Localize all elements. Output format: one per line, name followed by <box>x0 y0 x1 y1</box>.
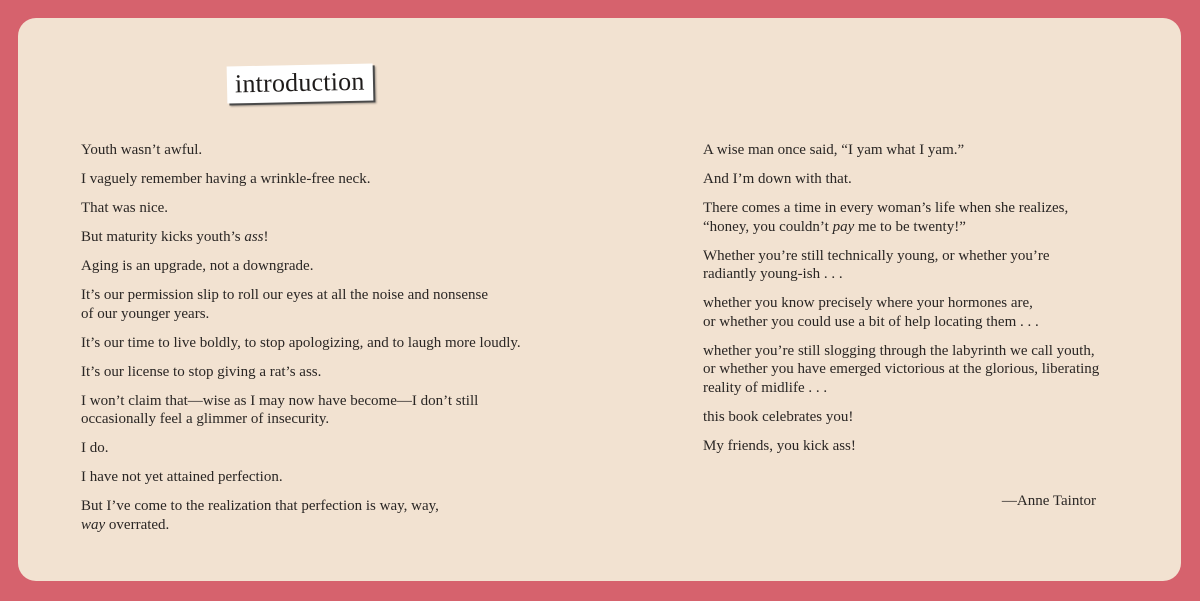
text-line: I do. <box>81 440 109 456</box>
text-fragment: overrated. <box>105 516 170 533</box>
text-line: A wise man once said, “I yam what I yam.” <box>703 142 965 158</box>
text-line: this book celebrates you! <box>703 408 854 425</box>
text-line: Whether you’re still technically young, or whether you’re <box>703 247 1050 264</box>
book-spread <box>18 18 1181 581</box>
paragraph <box>81 363 561 382</box>
chapter-title: introduction <box>234 66 365 99</box>
paragraph <box>81 286 561 323</box>
text-line: I vaguely remember having a wrinkle-free neck. <box>81 171 371 187</box>
text-line: There comes a time in every woman’s life when she realizes, <box>703 200 1069 216</box>
text-line: I won’t claim that—wise as I may now have become—I don’t still <box>81 392 479 409</box>
paragraph <box>81 468 561 487</box>
text-line: whether you’re still slogging through the labyrinth we call youth, <box>703 342 1095 359</box>
paragraph <box>81 392 561 429</box>
text-line: It’s our license to stop giving a rat’s ass. <box>81 363 322 380</box>
text-line: of our younger years. <box>81 305 210 322</box>
paragraph <box>81 257 561 276</box>
text-fragment: But maturity kicks youth’s <box>81 229 245 245</box>
text-line <box>703 218 1123 237</box>
text-line <box>81 516 561 535</box>
paragraph <box>81 334 561 353</box>
paragraph <box>703 342 1123 398</box>
text-line: It’s our permission slip to roll our eyes at all the noise and nonsense <box>81 287 489 303</box>
emphasis: pay <box>832 218 855 235</box>
text-fragment: “honey, you couldn’t <box>703 218 833 235</box>
right-page-text <box>703 141 1123 466</box>
paragraph <box>81 170 561 189</box>
text-fragment: ! <box>263 229 269 245</box>
text-line: And I’m down with that. <box>703 171 852 187</box>
text-line: occasionally feel a glimmer of insecurity. <box>81 411 330 427</box>
text-line: But I’ve come to the realization that perfection is way, way, <box>81 498 439 514</box>
text-line: or whether you could use a bit of help locating them . . . <box>703 313 1039 330</box>
text-line: Aging is an upgrade, not a downgrade. <box>81 258 314 274</box>
paragraph <box>703 141 1123 160</box>
text-line: or whether you have emerged victorious at the glorious, liberating <box>703 361 1100 377</box>
paragraph <box>81 497 561 534</box>
text-line: reality of midlife . . . <box>703 379 828 396</box>
paragraph <box>703 437 1123 456</box>
text-line: That was nice. <box>81 200 169 216</box>
paragraph <box>81 439 561 458</box>
emphasis: way <box>81 516 106 533</box>
author-signature: —Anne Taintor <box>1001 493 1096 509</box>
paragraph <box>703 294 1123 331</box>
paragraph <box>703 199 1123 236</box>
left-page-text <box>81 141 561 545</box>
emphasis: ass <box>244 229 264 245</box>
paragraph <box>81 199 561 218</box>
paragraph <box>703 247 1123 284</box>
text-fragment: me to be twenty!” <box>854 218 966 235</box>
text-line: I have not yet attained perfection. <box>81 469 283 485</box>
text-line: Youth wasn’t awful. <box>81 142 203 158</box>
paragraph <box>81 228 561 247</box>
paragraph <box>703 170 1123 189</box>
paragraph <box>703 408 1123 427</box>
text-line: whether you know precisely where your hormones are, <box>703 295 1033 311</box>
text-line: It’s our time to live boldly, to stop apologizing, and to laugh more loudly. <box>81 334 521 351</box>
text-line: radiantly young-ish . . . <box>703 266 843 282</box>
paragraph <box>81 141 561 160</box>
text-line: My friends, you kick ass! <box>703 437 856 454</box>
chapter-title-label <box>227 63 373 103</box>
